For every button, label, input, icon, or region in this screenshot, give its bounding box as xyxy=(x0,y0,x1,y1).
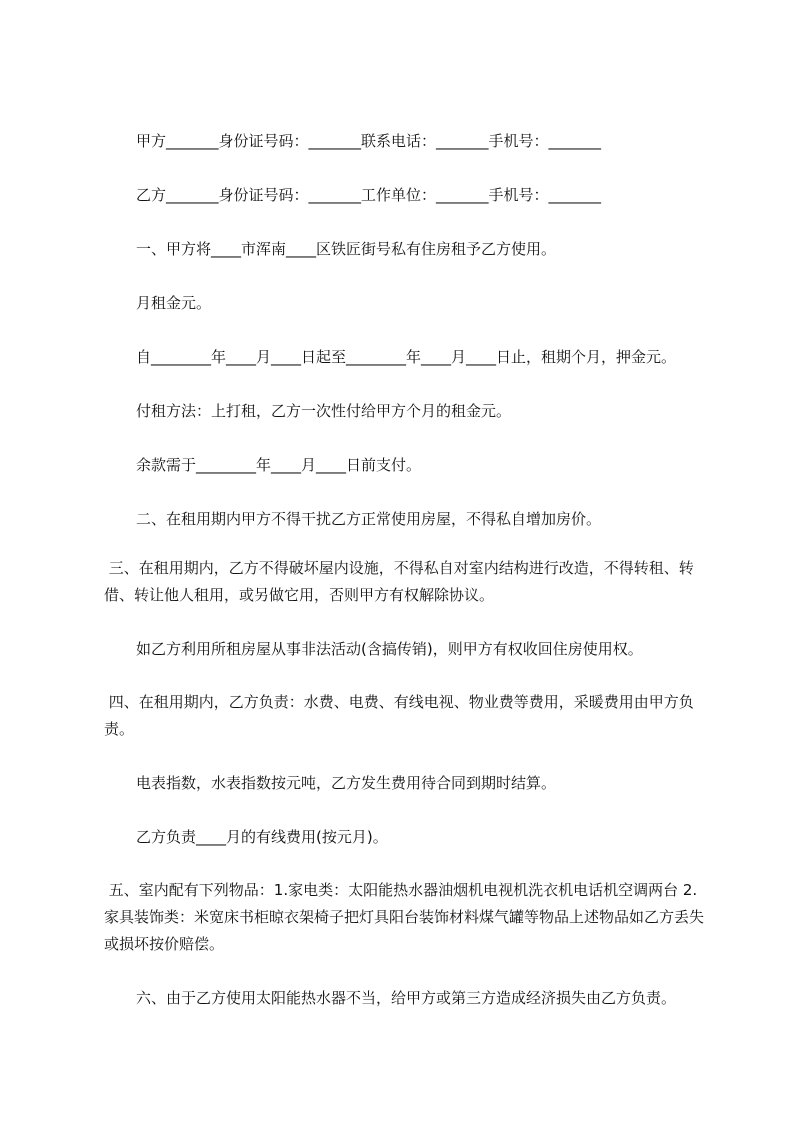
clause-6: 六、由于乙方使用太阳能热水器不当，给甲方或第三方造成经济损失由乙方负责。 xyxy=(136,989,677,1007)
illegal-use-clause: 如乙方利用所租房屋从事非法活动(含搞传销)，则甲方有权收回住房使用权。 xyxy=(136,640,643,658)
party-a-info: 甲方_______身份证号码：_______联系电话：_______手机号：_______ xyxy=(136,132,602,150)
clause-4: 四、在租用期内，乙方负责：水费、电费、有线电视、物业费等费用，采暖费用由甲方负责。 xyxy=(104,693,694,738)
clause-1-property: 一、甲方将____市浑南____区铁匠街号私有住房租予乙方使用。 xyxy=(136,240,557,258)
lease-term: 自________年____月____日起至________年____月____日止，租期个月，押金元。 xyxy=(136,348,677,366)
meter-readings: 电表指数，水表指数按元吨，乙方发生费用待合同到期时结算。 xyxy=(136,774,557,792)
clause-2: 二、在租用期内甲方不得干扰乙方正常使用房屋，不得私自增加房价。 xyxy=(136,510,602,528)
monthly-rent: 月租金元。 xyxy=(136,294,212,312)
cable-fee: 乙方负责____月的有线费用(按元月)。 xyxy=(136,828,388,846)
party-b-info: 乙方_______身份证号码：_______工作单位：_______手机号：_______ xyxy=(136,186,602,204)
clause-5-items: 五、室内配有下列物品：1.家电类：太阳能热水器油烟机电视机洗衣机电话机空调两台 2.家具装饰类：米宽床书柜晾衣架椅子把灯具阳台装饰材料煤气罐等物品上述物品如乙方丢失或损坏按价赔偿。 xyxy=(104,881,705,953)
payment-method: 付租方法：上打租，乙方一次性付给甲方个月的租金元。 xyxy=(136,402,512,420)
clause-3: 三、在租用期内，乙方不得破坏屋内设施，不得私自对室内结构进行改造，不得转租、转借、转让他人租用，或另做它用，否则甲方有权解除协议。 xyxy=(104,559,694,604)
balance-due: 余款需于________年____月____日前支付。 xyxy=(136,456,422,474)
